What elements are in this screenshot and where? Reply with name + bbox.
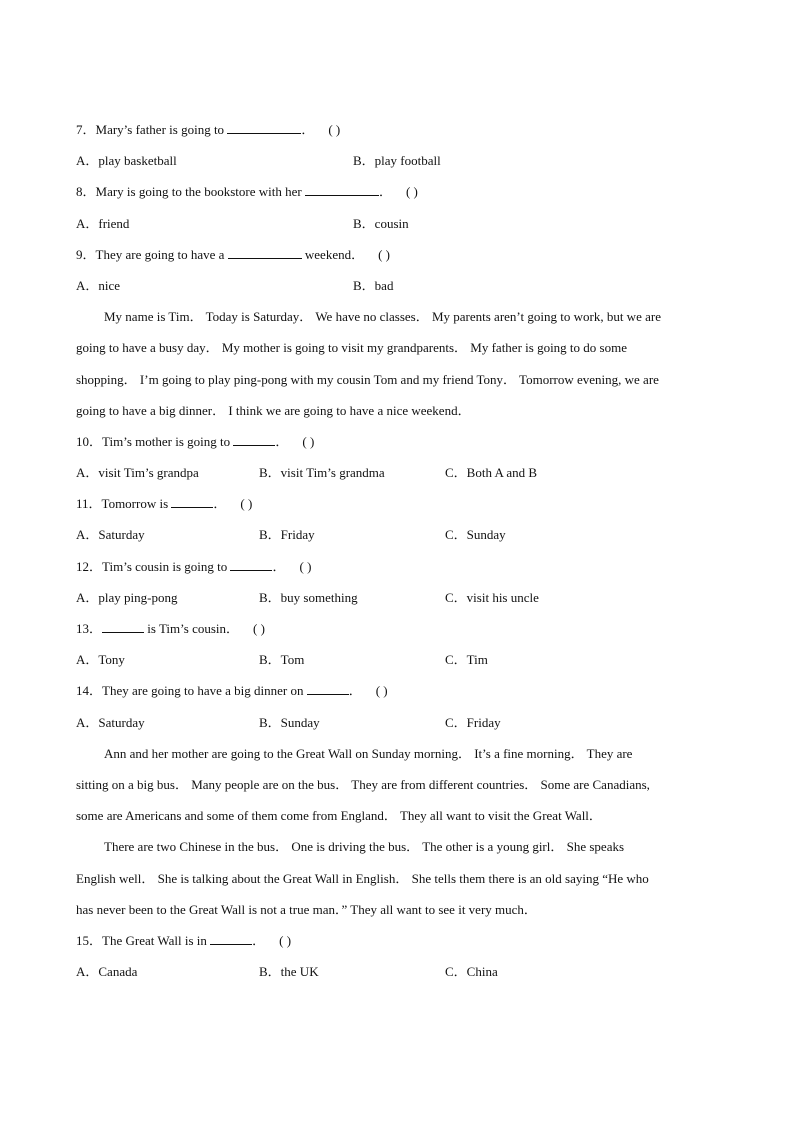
answer-blank[interactable] [307, 682, 349, 695]
option-b[interactable]: B．Friday [259, 527, 315, 543]
option-b[interactable]: B．Tom [259, 652, 305, 668]
question-number: 8． [76, 184, 96, 200]
passage-line: My name is Tim． Today is Saturday． We have no classes． My parents aren’t going to work, but we are [104, 309, 661, 325]
question-text: They are going to have a big dinner on [102, 683, 307, 699]
question-number: 7． [76, 122, 96, 137]
option-b[interactable]: B．play football [353, 153, 441, 169]
question-number: 13． [76, 621, 103, 636]
answer-blank[interactable] [305, 183, 379, 196]
options-14 [76, 707, 720, 738]
question-text: Tim’s cousin is going to [102, 558, 231, 574]
answer-paren[interactable]: ( ) [375, 683, 388, 699]
question-number: 11． [76, 496, 102, 512]
passage-line: going to have a busy day． My mother is going to visit my grandparents． My father is going to do some [76, 340, 627, 356]
question-number: 10． [76, 433, 103, 449]
answer-paren[interactable]: ( ) [299, 558, 312, 574]
option-a[interactable]: A．Saturday [76, 714, 145, 730]
answer-blank[interactable] [210, 932, 252, 945]
question-number: 14． [76, 683, 103, 699]
passage-line: There are two Chinese in the bus． One is driving the bus． The other is a young girl． She speaks [104, 839, 625, 855]
passage-line: shopping． I’m going to play ping-pong with my cousin Tom and my friend Tony． Tomorrow evening, we are [76, 371, 659, 387]
answer-blank[interactable] [228, 246, 302, 259]
option-a[interactable]: A．Tony [76, 652, 125, 668]
question-text: Mary’s father is going to [95, 122, 228, 137]
option-b[interactable]: B．cousin [353, 215, 409, 231]
question-number: 9． [76, 246, 96, 262]
question-text-end: ． [348, 683, 362, 699]
option-b[interactable]: B．bad [353, 277, 394, 293]
answer-blank[interactable] [230, 558, 272, 571]
answer-paren[interactable]: ( ) [328, 122, 341, 137]
options-12 [76, 582, 720, 613]
question-9 [76, 239, 720, 270]
option-a[interactable]: A．Saturday [76, 527, 145, 543]
passage-line: Ann and her mother are going to the Great Wall on Sunday morning． It’s a fine morning． They are [104, 745, 633, 761]
question-text: Tomorrow is [101, 496, 172, 512]
question-number: 12． [76, 558, 103, 574]
passage-line: English well． She is talking about the Great Wall in English． She tells them there is an old saying “He who [76, 870, 649, 886]
options-7 [76, 145, 720, 176]
answer-blank[interactable] [227, 121, 301, 134]
answer-blank[interactable] [233, 433, 275, 446]
option-b[interactable]: B．visit Tim’s grandma [259, 465, 385, 481]
question-10 [76, 426, 720, 457]
question-14 [76, 675, 720, 706]
worksheet-content [76, 114, 720, 987]
reading-passage-3-paragraph-2 [76, 831, 720, 925]
question-text: Mary is going to the bookstore with her [95, 184, 305, 200]
option-a[interactable]: A．play basketball [76, 153, 177, 169]
question-text-end: is Tim’s cousin． [144, 621, 240, 636]
option-a[interactable]: A．friend [76, 215, 130, 231]
question-15 [76, 925, 720, 956]
answer-paren[interactable]: ( ) [279, 932, 292, 948]
option-a[interactable]: A．Canada [76, 964, 138, 980]
options-11 [76, 519, 720, 550]
option-c[interactable]: C．visit his uncle [445, 589, 539, 605]
question-11 [76, 488, 720, 519]
options-9 [76, 270, 720, 301]
question-text-end: ． [213, 496, 227, 512]
answer-blank[interactable] [102, 620, 144, 633]
answer-paren[interactable]: ( ) [253, 621, 265, 636]
question-number: 15． [76, 932, 103, 948]
question-text-end: ． [301, 122, 315, 137]
option-b[interactable]: B．buy something [259, 589, 358, 605]
question-7 [76, 114, 720, 145]
option-a[interactable]: A．nice [76, 277, 121, 293]
options-10 [76, 457, 720, 488]
option-c[interactable]: C．Tim [445, 652, 488, 668]
question-13 [76, 613, 720, 644]
option-a[interactable]: A．visit Tim’s grandpa [76, 465, 199, 481]
question-text-end: ． [272, 558, 286, 574]
answer-paren[interactable]: ( ) [240, 496, 253, 512]
passage-line: sitting on a big bus． Many people are on the bus． They are from different countries． Some are Canadians, [76, 776, 650, 792]
option-c[interactable]: C．China [445, 964, 498, 980]
answer-paren[interactable]: ( ) [405, 184, 418, 200]
options-15 [76, 956, 720, 987]
question-text: They are going to have a [95, 246, 228, 262]
reading-passage-2 [76, 301, 720, 426]
option-c[interactable]: C．Friday [445, 714, 501, 730]
passage-line: some are Americans and some of them come from England． They all want to visit the Great Wall． [76, 808, 602, 824]
option-c[interactable]: C．Both A and B [445, 465, 538, 481]
question-text-end: ． [378, 184, 392, 200]
reading-passage-3-paragraph-1 [76, 738, 720, 832]
options-8 [76, 208, 720, 239]
question-text-end: ． [252, 932, 266, 948]
option-a[interactable]: A．play ping-pong [76, 589, 178, 605]
question-text: The Great Wall is in [102, 932, 211, 948]
passage-line: has never been to the Great Wall is not a true man．” They all want to see it very much． [76, 901, 537, 917]
question-text-end: ． [275, 433, 289, 449]
question-text: Tim’s mother is going to [102, 433, 234, 449]
option-c[interactable]: C．Sunday [445, 527, 506, 543]
option-b[interactable]: B．the UK [259, 964, 319, 980]
answer-blank[interactable] [171, 495, 213, 508]
question-12 [76, 551, 720, 582]
answer-paren[interactable]: ( ) [302, 433, 315, 449]
passage-line: going to have a big dinner． I think we are going to have a nice weekend． [76, 402, 471, 418]
options-13 [76, 644, 720, 675]
answer-paren[interactable]: ( ) [378, 246, 391, 262]
question-8 [76, 176, 720, 207]
option-b[interactable]: B．Sunday [259, 714, 320, 730]
question-text-end: weekend． [301, 246, 365, 262]
